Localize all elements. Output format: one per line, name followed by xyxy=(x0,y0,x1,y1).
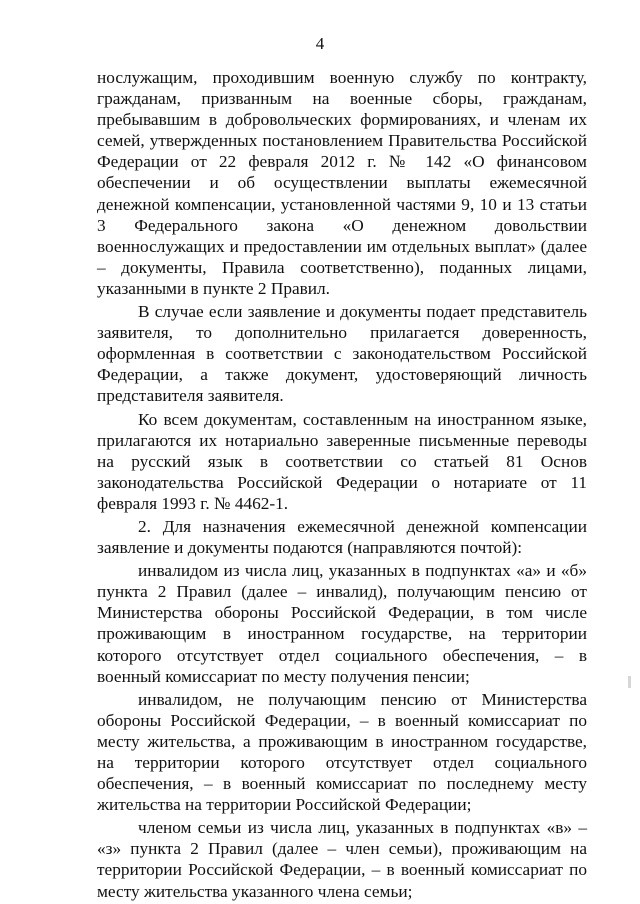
page-number: 4 xyxy=(315,34,325,53)
paragraph-foreign-documents: Ко всем документам, составленным на иностранном языке, прилагаются их нотариально заверенные письменные переводы на русский язык в соответствии со статьей 81 Основ законодательства Российской Федерации о нотариате от 11 февраля 1993 г. № 4462-1. xyxy=(97,409,587,513)
paragraph-invalid-without-pension: инвалидом, не получающим пенсию от Министерства обороны Российской Федерации, – в военный комиссариат по месту жительства, а проживающим в иностранном государстве, на территории которого отсутствует отдел социального обеспечения, – в военный комиссариат по последнему месту жительства на территории Российской Федерации; xyxy=(97,689,587,815)
paragraph-invalid-with-pension: инвалидом из числа лиц, указанных в подпунктах «а» и «б» пункта 2 Правил (далее – инвалид), получающим пенсию от Министерства обороны Российской Федерации, в том числе проживающим в иностранном государстве, на территории которого отсутствует отдел социального обеспечения, – в военный комиссариат по месту получения пенсии; xyxy=(97,561,587,686)
paragraph-family-member: членом семьи из числа лиц, указанных в подпунктах «в» – «з» пункта 2 Правил (далее – член семьи), проживающим на территории Российской Федерации, – в военный комиссариат по месту жительства указанного члена семьи; xyxy=(97,818,587,901)
paragraph-representative: В случае если заявление и документы подает представитель заявителя, то дополнительно прилагается доверенность, оформленная в соответствии с законодательством Российской Федерации, а также документ, удостоверяющий личность представителя заявителя. xyxy=(97,302,587,406)
scan-artifact xyxy=(628,676,631,688)
paragraph-item-2: 2. Для назначения ежемесячной денежной компенсации заявление и документы подаются (направляются почтой): xyxy=(97,516,587,558)
document-body xyxy=(97,67,587,904)
paragraph-continuation: нослужащим, проходившим военную службу по контракту, гражданам, призванным на военные сборы, гражданам, пребывавшим в добровольческих формированиях, и членам их семей, утвержденных постановлением Правительства Российской Федерации от 22 февраля 2012 г. № 142 «О финансовом обеспечении и об осуществлении выплаты ежемесячной денежной компенсации, установленной частями 9, 10 и 13 статьи 3 Федерального закона «О денежном довольствии военнослужащих и предоставлении им отдельных выплат» (далее – документы, Правила соответственно), поданных лицами, указанными в пункте 2 Правил. xyxy=(97,68,587,298)
